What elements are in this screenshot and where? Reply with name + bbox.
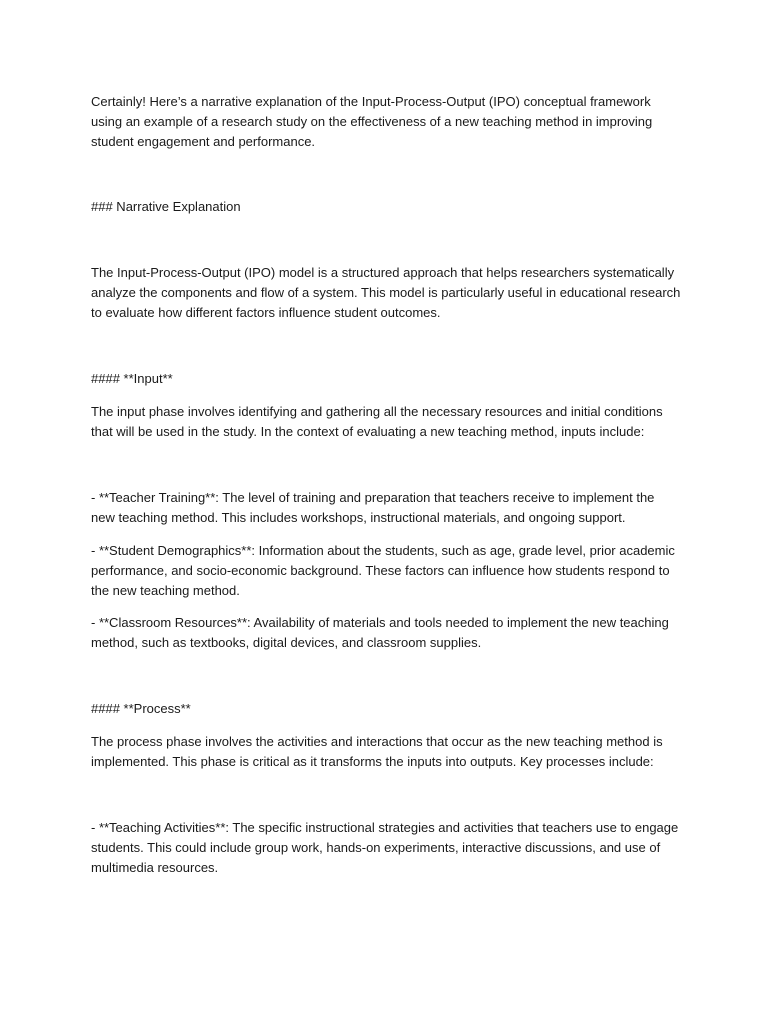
intro-paragraph: Certainly! Here’s a narrative explanation of the Input-Process-Output (IPO) conceptual framework using an example of a research study on the effectiveness of a new teaching method in improving student engagement and performance. (91, 94, 653, 149)
heading-input: #### **Input** (91, 371, 173, 386)
ipo-model-paragraph: The Input-Process-Output (IPO) model is a structured approach that helps researchers systematically analyze the components and flow of a system. This model is particularly useful in educational research to evaluate how different factors influence student outcomes. (91, 265, 681, 320)
bullet-teaching-activities: - **Teaching Activities**: The specific instructional strategies and activities that teachers use to engage students. This could include group work, hands-on experiments, interactive discussions, and use of multimedia resources. (91, 820, 679, 875)
bullet-student-demographics: - **Student Demographics**: Information about the students, such as age, grade level, prior academic performance, and socio-economic background. These factors can influence how students respond to the new teaching method. (91, 543, 675, 598)
input-paragraph: The input phase involves identifying and gathering all the necessary resources and initial conditions that will be used in the study. In the context of evaluating a new teaching method, inputs include: (91, 404, 663, 439)
bullet-classroom-resources: - **Classroom Resources**: Availability of materials and tools needed to implement the new teaching method, such as textbooks, digital devices, and classroom supplies. (91, 615, 669, 650)
process-paragraph: The process phase involves the activities and interactions that occur as the new teaching method is implemented. This phase is critical as it transforms the inputs into outputs. Key processes include: (91, 734, 663, 769)
heading-narrative-explanation: ### Narrative Explanation (91, 199, 241, 214)
bullet-teacher-training: - **Teacher Training**: The level of training and preparation that teachers receive to implement the new teaching method. This includes workshops, instructional materials, and ongoing support. (91, 490, 655, 525)
heading-process: #### **Process** (91, 701, 191, 716)
